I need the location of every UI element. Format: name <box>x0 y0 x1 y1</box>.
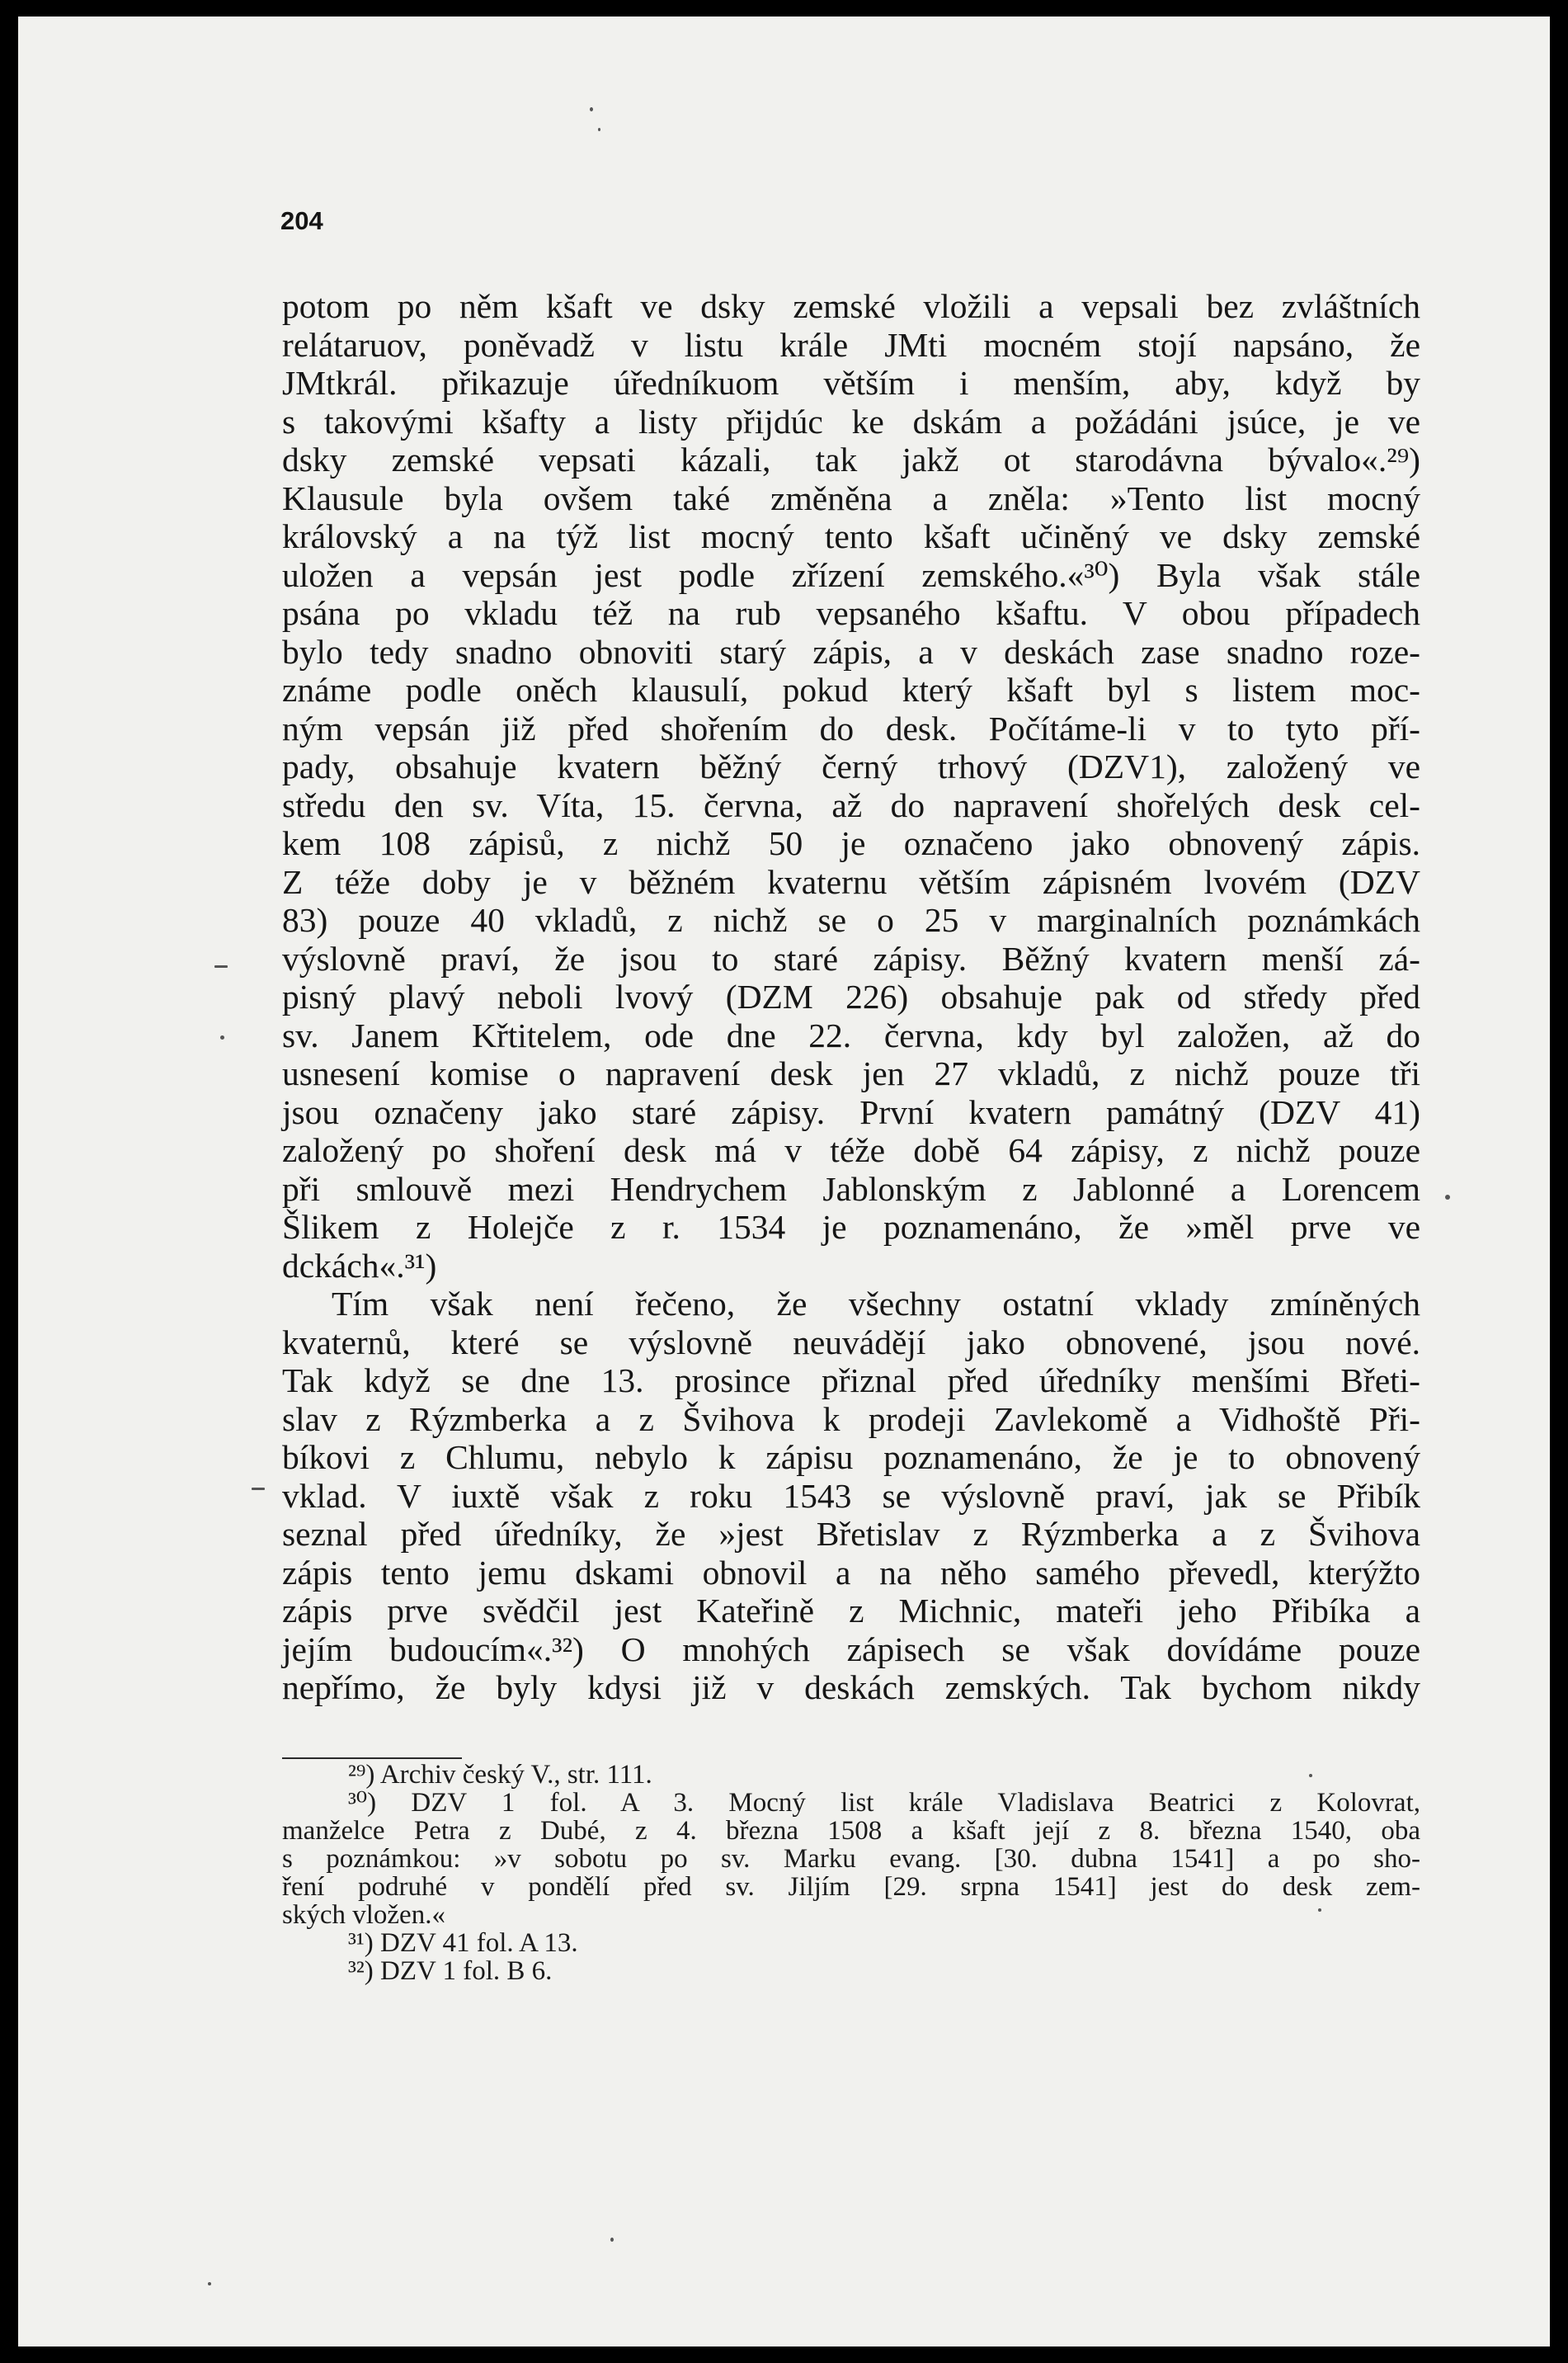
footnotes <box>282 1761 1420 1985</box>
text-line: seznal před úředníky, že »jest Břetislav z Rýzmberka a z Švihova <box>282 1515 1420 1553</box>
footnote-30-line: manželce Petra z Dubé, z 4. března 1508 a kšaft její z 8. března 1540, oba <box>282 1816 1420 1846</box>
text-line: při smlouvě mezi Hendrychem Jablonským z Jablonné a Lorencem <box>282 1169 1420 1208</box>
text-line-paragraph-start: Tím však není řečeno, že všechny ostatní vklady zmíněných <box>332 1285 1420 1323</box>
speck <box>220 1035 224 1040</box>
speck <box>1309 1774 1312 1777</box>
speck <box>1318 1908 1321 1912</box>
text-line: sv. Janem Křtitelem, ode dne 22. června, kdy byl založen, až do <box>282 1016 1420 1054</box>
text-line: založený po shoření desk má v téže době 64 zápisy, z nichž pouze <box>282 1131 1420 1169</box>
text-line: jsou označeny jako staré zápisy. První kvatern památný (DZV 41) <box>282 1092 1420 1131</box>
text-line: nepřímo, že byly kdysi již v deskách zemských. Tak bychom nikdy <box>282 1668 1420 1706</box>
text-line: středu den sv. Víta, 15. června, až do napravení shořelých desk cel- <box>282 785 1420 824</box>
text-line: relátaruov, poněvadž v listu krále JMti mocném stojí napsáno, že <box>282 325 1420 364</box>
speck <box>1445 1195 1450 1200</box>
text-line: dsky zemské vepsati kázali, tak jakž ot starodávna bývalo«.²⁹) <box>282 441 1420 479</box>
text-line: pady, obsahuje kvatern běžný černý trhový (DZV1), založený ve <box>282 748 1420 785</box>
text-line: jejím budoucím«.³²) O mnohých zápisech se však dovídáme pouze <box>282 1630 1420 1668</box>
text-line: Šlikem z Holejče z r. 1534 je poznamenáno, že »měl prve ve <box>282 1208 1420 1246</box>
page-number: 204 <box>280 206 323 235</box>
text-line: uložen a vepsán jest podle zřízení zemského.«³⁰) Byla však stále <box>282 555 1420 594</box>
body-text <box>282 287 1420 1707</box>
speck <box>208 2282 211 2285</box>
text-line: královský a na týž list mocný tento kšaft učiněný ve dsky zemské <box>282 517 1420 555</box>
footnote-32: ³²) DZV 1 fol. B 6. <box>348 1956 553 1986</box>
text-line: potom po něm kšaft ve dsky zemské vložili a vepsali bez zvláštních <box>282 287 1420 325</box>
text-line: Z téže doby je v běžném kvaternu větším zápisném lvovém (DZV <box>282 862 1420 901</box>
text-line: 83) pouze 40 vkladů, z nichž se o 25 v marginalních poznámkách <box>282 901 1420 939</box>
text-line: Tak když se dne 13. prosince přiznal před úředníky menšími Břeti- <box>282 1361 1420 1399</box>
text-line: slav z Rýzmberka a z Švihova k prodeji Zavlekomě a Vidhoště Při- <box>282 1399 1420 1438</box>
footnote-30-line: s poznámkou: »v sobotu po sv. Marku evang. [30. dubna 1541] a po sho- <box>282 1844 1420 1874</box>
text-line: bíkovi z Chlumu, nebylo k zápisu poznamenáno, že je to obnovený <box>282 1438 1420 1476</box>
text-line: známe podle oněch klausulí, pokud který kšaft byl s listem moc- <box>282 671 1420 709</box>
footnote-31: ³¹) DZV 41 fol. A 13. <box>348 1928 578 1958</box>
speck <box>610 2238 614 2242</box>
text-line: JMtkrál. přikazuje úředníkuom větším i menším, aby, když by <box>282 364 1420 402</box>
document-page <box>18 17 1550 2346</box>
text-line: ným vepsán již před shořením do desk. Počítáme-li v to tyto pří- <box>282 709 1420 748</box>
text-line: vklad. V iuxtě však z roku 1543 se výslovně praví, jak se Přibík <box>282 1476 1420 1515</box>
footnote-30-line: ských vložen.« <box>282 1900 445 1930</box>
footnote-30: ³⁰) DZV 1 fol. A 3. Mocný list krále Vladislava Beatrici z Kolovrat, <box>348 1788 1420 1818</box>
text-line: Klausule byla ovšem také změněna a zněla: »Tento list mocný <box>282 479 1420 517</box>
text-line: s takovými kšafty a listy přijdúc ke dskám a požádáni jsúce, je ve <box>282 402 1420 441</box>
speck <box>214 965 228 968</box>
footnote-30-line: ření podruhé v pondělí před sv. Jiljím [29. srpna 1541] jest do desk zem- <box>282 1872 1420 1902</box>
footnote-divider <box>282 1757 462 1759</box>
text-line: kem 108 zápisů, z nichž 50 je označeno jako obnovený zápis. <box>282 824 1420 862</box>
text-line: bylo tedy snadno obnoviti starý zápis, a v deskách zase snadno roze- <box>282 632 1420 671</box>
text-line: usnesení komise o napravení desk jen 27 vkladů, z nichž pouze tři <box>282 1054 1420 1092</box>
speck <box>252 1488 265 1490</box>
text-line: zápis prve svědčil jest Kateřině z Michnic, mateři jeho Přibíka a <box>282 1592 1420 1630</box>
text-line: pisný plavý neboli lvový (DZM 226) obsahuje pak od středy před <box>282 978 1420 1016</box>
speck <box>598 128 600 131</box>
text-line: psána po vkladu též na rub vepsaného kšaftu. V obou případech <box>282 594 1420 632</box>
footnote-29: ²⁹) Archiv český V., str. 111. <box>348 1760 652 1790</box>
text-line: kvaternů, které se výslovně neuvádějí jako obnovené, jsou nové. <box>282 1323 1420 1361</box>
text-line: zápis tento jemu dskami obnovil a na něho samého převedl, kterýžto <box>282 1553 1420 1592</box>
speck <box>590 107 593 111</box>
text-line: výslovně praví, že jsou to staré zápisy. Běžný kvatern menší zá- <box>282 939 1420 978</box>
text-line-paragraph-end: dckách«.³¹) <box>282 1246 437 1285</box>
